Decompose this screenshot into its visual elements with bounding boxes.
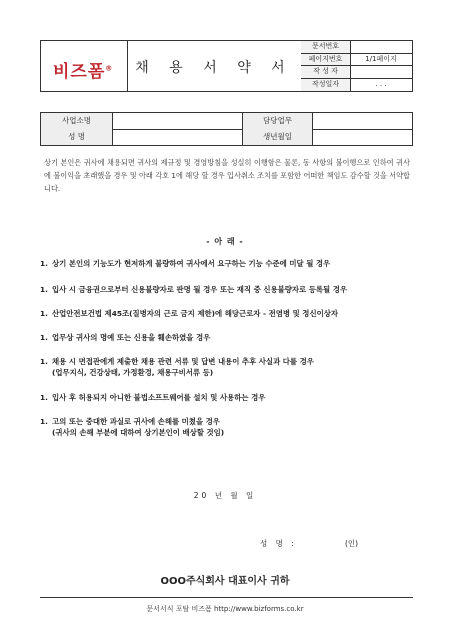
- logo-cell: [41, 41, 128, 91]
- clause-subtext: (귀사의 손해 부분에 대하여 상기본인이 배상할 것임): [52, 428, 225, 437]
- date-line[interactable]: 20 년 월 일: [193, 491, 257, 500]
- name-label: 성 명: [41, 129, 113, 145]
- clause-item: [40, 308, 410, 319]
- birth-label: 생년월일: [243, 129, 313, 145]
- footer-text: 문서서식 포탈 비즈폼 http://www.bizforms.co.kr: [146, 605, 304, 613]
- clause-number: 1.: [40, 285, 48, 294]
- meta-row-date: [301, 79, 412, 92]
- clause-item: [40, 258, 410, 269]
- applicant-info-table: [40, 112, 413, 146]
- clause-item: [40, 332, 410, 343]
- recipient: OOO주식회사 대표이사 귀하: [160, 576, 290, 587]
- clause-text: 산업안전보건법 제45조(질병자의 근로 금지 제한)에 해당근로자 - 전염병 및 정신이상자: [52, 309, 339, 318]
- meta-row-author: [301, 66, 412, 79]
- clause-item: [40, 284, 410, 295]
- meta-value[interactable]: [350, 41, 412, 53]
- clause-number: 1.: [40, 417, 48, 426]
- duty-field[interactable]: [313, 113, 412, 129]
- meta-label: 작성일자: [301, 79, 351, 92]
- clause-text: 입사 후 허용되지 아니한 불법소프트웨어를 설치 및 사용하는 경우: [52, 393, 266, 402]
- clause-text: 고의 또는 중대한 과실로 귀사에 손해를 미쳤을 경우: [52, 417, 220, 426]
- clause-number: 1.: [40, 357, 48, 366]
- meta-value: 1/1페이지: [365, 54, 397, 63]
- clause-number: 1.: [40, 393, 48, 402]
- title-cell: [127, 41, 302, 91]
- company-label: 사업소명: [41, 113, 113, 129]
- signature-label: 성 명 :: [260, 539, 297, 548]
- clause-text: 채용 시 면접관에게 제출한 채용 관련 서류 및 답변 내용이 추후 사실과 다를 경우: [52, 357, 314, 366]
- meta-row-doc-number: [301, 41, 412, 54]
- signature-name[interactable]: [260, 538, 297, 549]
- seal-mark: (인): [345, 539, 359, 548]
- birth-field[interactable]: [313, 129, 412, 145]
- meta-row-page-number: [301, 54, 412, 67]
- clause-text: 상기 본인의 기능도가 현저하게 불량하여 귀사에서 요구하는 기능 수준에 미달 될 경우: [52, 259, 331, 268]
- clause-number: 1.: [40, 259, 48, 268]
- below-heading: - 아 래 -: [206, 237, 244, 246]
- name-field[interactable]: [113, 129, 243, 145]
- registered-mark: ®: [105, 64, 114, 73]
- document-title: 채 용 서 약 서: [135, 60, 293, 76]
- clause-item: [40, 416, 410, 438]
- info-row-2: [41, 129, 412, 145]
- meta-label: 문서번호: [301, 41, 351, 53]
- meta-value[interactable]: [350, 66, 412, 78]
- clause-text: 업무상 귀사의 명예 또는 신용을 훼손하였을 경우: [52, 333, 211, 342]
- bizforms-logo: [53, 57, 113, 82]
- meta-value[interactable]: . . .: [375, 79, 387, 88]
- info-row-1: [41, 113, 412, 130]
- pledge-intro: 상기 본인은 귀사에 채용되면 귀사의 제규정 및 경영방침을 성실히 이행함은 물론, 동 사항의 불이행으로 인하여 귀사에 불이익을 초래했을 경우 및 아래 각호 1에 해당 할 경우 입사취소 조치를 포함한 어떠한 책임도 감수할 것을 서약합니다.: [44, 158, 410, 193]
- clause-number: 1.: [40, 309, 48, 318]
- clause-number: 1.: [40, 333, 48, 342]
- duty-label: 담당업무: [243, 113, 313, 129]
- clause-item: [40, 392, 410, 403]
- logo-text: 비즈폼: [53, 62, 106, 82]
- footer-divider: [40, 597, 413, 598]
- document-header: [40, 40, 413, 92]
- meta-table: [301, 41, 412, 91]
- company-field[interactable]: [113, 113, 243, 129]
- meta-label: 작 성 자: [301, 66, 351, 78]
- clause-item: [40, 356, 410, 378]
- clause-subtext: (업무지식, 건강상태, 가정환경, 채용구비서류 등): [52, 368, 214, 377]
- meta-label: 페이지번호: [301, 54, 351, 66]
- clause-text: 입사 시 금융권으로부터 신용불량자로 판명 될 경우 또는 재직 중 신용불량자로 등록될 경우: [52, 285, 348, 294]
